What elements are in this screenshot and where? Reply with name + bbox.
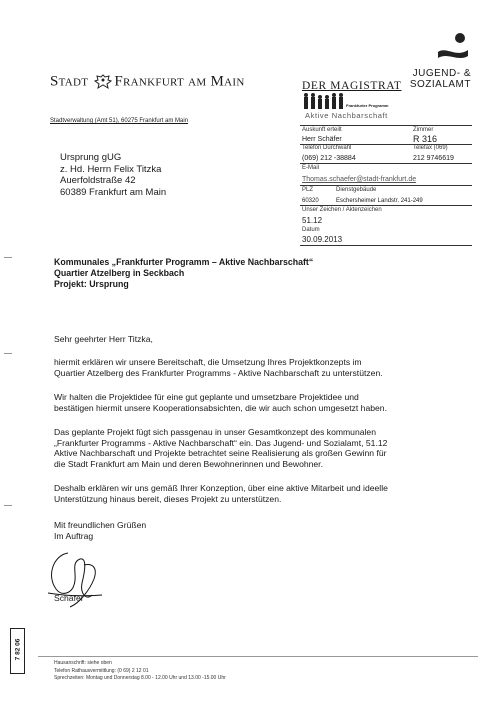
telefax-label: Telefax (069) — [413, 145, 448, 151]
eagle-crest-icon — [94, 73, 112, 91]
info-rule-3 — [300, 185, 472, 186]
subject-line1: Kommunales „Frankfurter Programm – Aktive Nachbarschaft“ — [54, 257, 314, 267]
zeichen-value: 51.12 — [302, 216, 323, 225]
signer-name: Schäfer — [54, 593, 84, 603]
program-subtitle: Aktive Nachbarschaft — [305, 111, 388, 120]
fold-mark-middle — [4, 353, 12, 354]
zeichen-label: Unser Zeichen / Aktenzeichen — [302, 207, 382, 213]
zimmer-value: R 316 — [413, 134, 438, 144]
auskunft-label: Auskunft erteilt — [302, 127, 342, 133]
subject — [54, 257, 313, 290]
recipient-line3: Auerfoldstraße 42 — [60, 175, 136, 186]
email-link[interactable]: Thomas.schaefer@stadt-frankfurt.de — [302, 176, 417, 183]
subject-line2: Quartier Atzelberg in Seckbach — [54, 268, 185, 278]
sender-return-line: Stadtverwaltung (Amt 51), 60275 Frankfurt am Main — [50, 118, 189, 124]
recipient-address — [60, 152, 166, 198]
p3-line4: die Stadt Frankfurt am Main und deren Bewohnerinnen und Bewohner. — [54, 458, 323, 469]
auskunft-value: Herr Schäfer — [302, 136, 342, 143]
p4-line1: Deshalb erklären wir uns gemäß Ihrer Konzeption, über eine aktive Mitarbeit und ideelle — [54, 483, 388, 493]
plz-label: PLZ — [302, 187, 314, 193]
info-rule-bottom — [300, 245, 472, 246]
salutation: Sehr geehrter Herr Titzka, — [54, 334, 153, 344]
datum-value: 30.09.2013 — [302, 235, 343, 244]
form-code-box — [10, 628, 25, 674]
paragraph-2 — [54, 392, 387, 413]
closing — [54, 520, 146, 541]
recipient-line1: Ursprung gUG — [60, 152, 122, 163]
info-rule-2 — [300, 163, 472, 164]
telefon-value: (069) 212 -38884 — [302, 155, 356, 162]
closing-line1: Mit freundlichen Grüßen — [54, 520, 147, 530]
p2-line1: Wir halten die Projektidee für eine gut geplante und umsetzbare Projektidee und — [54, 392, 359, 402]
dept-line1: JUGEND- & — [412, 68, 471, 79]
city-logo: STADT FRANKFURT AM MAIN — [50, 73, 245, 90]
footer-line1: Hausanschrift: siehe oben — [54, 660, 112, 666]
p3-line3: Aktive Nachbarschaft und Projekte betrachtet seine Realisierung als großen Gewinn für — [54, 448, 387, 459]
p3-line2: „Frankfurter Programms - Aktive Nachbarschaft“ ein. Das Jugend- und Sozialamt, 51.12 — [54, 437, 388, 448]
paragraph-4 — [54, 483, 388, 504]
recipient-line2: z. Hd. Herrn Felix Titzka — [60, 163, 162, 175]
plz-value: 60320 — [302, 198, 319, 204]
magistrat-title: DER MAGISTRAT — [302, 80, 402, 92]
paragraph-3 — [54, 427, 387, 469]
datum-label: Datum — [302, 227, 320, 233]
info-rule-top — [300, 125, 472, 126]
dept-line2: SOZIALAMT — [409, 79, 471, 90]
footer-line2: Telefon Rathausvermittlung: (0 69) 2 12 01 — [54, 667, 149, 674]
zimmer-label: Zimmer — [413, 127, 434, 133]
fold-mark-bottom — [4, 505, 12, 506]
footer — [54, 660, 226, 683]
subject-line3: Projekt: Ursprung — [54, 279, 129, 289]
footer-rule — [38, 656, 478, 657]
fold-mark-top — [4, 257, 12, 258]
p1-line1: hiermit erklären wir unsere Bereitschaft, die Umsetzung Ihres Projektkonzepts im — [54, 357, 362, 367]
dienst-label: Dienstgebäude — [336, 187, 377, 193]
swirl-logo-icon — [436, 30, 470, 69]
telefon-label: Telefon Durchwahl — [302, 145, 352, 151]
recipient-line4: 60389 Frankfurt am Main — [60, 186, 167, 198]
program-small-label: Frankfurter Programm — [346, 103, 389, 108]
dept-name — [385, 68, 471, 90]
dienst-value: Eschersheimer Landstr. 241-249 — [336, 198, 423, 204]
email-label: E-Mail — [302, 165, 320, 171]
p2-line2: bestätigen hiermit unsere Kooperationsabsichten, die wir auch schon umgesetzt haben. — [54, 402, 387, 413]
info-rule-4 — [300, 205, 472, 206]
paragraph-1 — [54, 357, 383, 378]
closing-line2: Im Auftrag — [54, 530, 94, 541]
p4-line2: Unterstützung hinaus bereit, dieses Projekt zu unterstützen. — [54, 493, 282, 504]
p1-line2: Quartier Atzelberg des Frankfurter Programms - Aktive Nachbarschaft zu unterstützen. — [54, 367, 383, 378]
footer-line3: Sprechzeiten: Montag und Donnerstag 8.00 - 12.00 Uhr und 13.00 -15.00 Uhr — [54, 675, 226, 681]
p3-line1: Das geplante Projekt fügt sich passgenau in unser Gesamtkonzept des kommunalen — [54, 427, 376, 437]
form-code: 7 82 06 — [14, 638, 22, 661]
handwritten-signature — [40, 545, 110, 615]
telefax-value: 212 9746619 — [413, 155, 454, 162]
